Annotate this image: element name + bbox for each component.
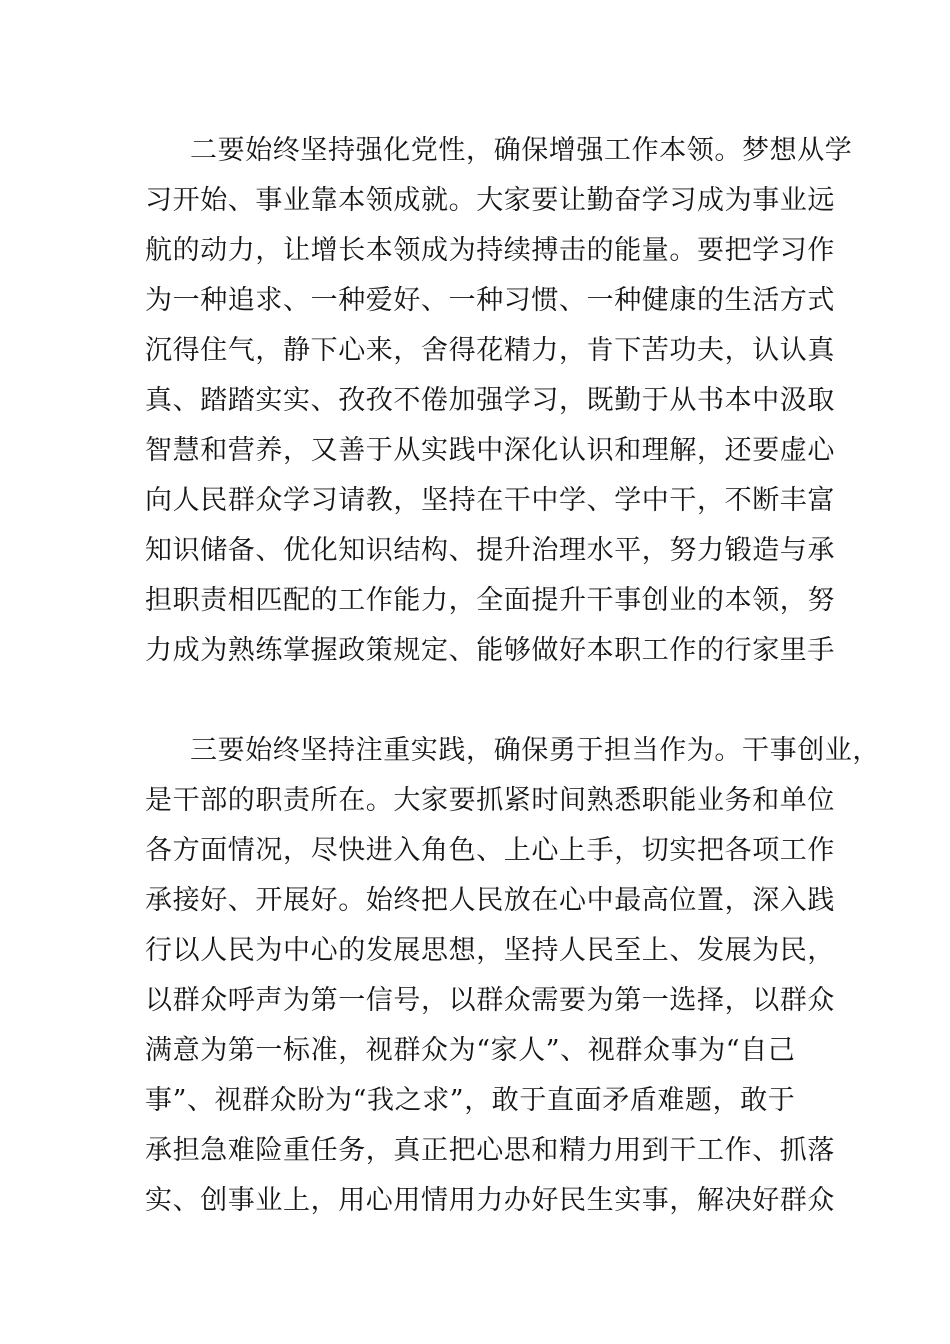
paragraph-2-line-3: 各方面情况，尽快进入角色、上心上手，切实把各项工作 xyxy=(145,835,835,866)
paragraph-1-line-2: 习开始、事业靠本领成就。大家要让勤奋学习成为事业远 xyxy=(145,185,835,216)
paragraph-1-line-6: 真、踏踏实实、孜孜不倦加强学习，既勤于从书本中汲取 xyxy=(145,385,835,416)
paragraph-2-line-5: 行以人民为中心的发展思想，坚持人民至上、发展为民， xyxy=(145,935,835,966)
paragraph-1-line-5: 沉得住气，静下心来，舍得花精力，肯下苦功夫，认认真 xyxy=(145,335,835,366)
paragraph-1-line-4: 为一种追求、一种爱好、一种习惯、一种健康的生活方式 xyxy=(145,285,835,316)
paragraph-2-line-6: 以群众呼声为第一信号，以群众需要为第一选择，以群众 xyxy=(145,985,835,1016)
paragraph-1-line-10: 担职责相匹配的工作能力，全面提升干事创业的本领，努 xyxy=(145,585,835,616)
paragraph-2-line-2: 是干部的职责所在。大家要抓紧时间熟悉职能业务和单位 xyxy=(145,785,835,816)
paragraph-2-line-10: 实、创事业上，用心用情用力办好民生实事，解决好群众 xyxy=(145,1185,835,1216)
paragraph-2-line-8: 事”、视群众盼为“我之求”，敢于直面矛盾难题，敢于 xyxy=(145,1085,796,1116)
paragraph-2-line-1: 三要始终坚持注重实践，确保勇于担当作为。干事创业， xyxy=(190,735,880,766)
paragraph-1-line-11: 力成为熟练掌握政策规定、能够做好本职工作的行家里手 xyxy=(145,635,835,666)
paragraph-1-line-8: 向人民群众学习请教，坚持在干中学、学中干，不断丰富 xyxy=(145,485,835,516)
paragraph-1-line-1: 二要始终坚持强化党性，确保增强工作本领。梦想从学 xyxy=(190,135,853,166)
paragraph-1-line-9: 知识储备、优化知识结构、提升治理水平，努力锻造与承 xyxy=(145,535,835,566)
paragraph-1-line-7: 智慧和营养，又善于从实践中深化认识和理解，还要虚心 xyxy=(145,435,835,466)
paragraph-2-line-9: 承担急难险重任务，真正把心思和精力用到干工作、抓落 xyxy=(145,1135,835,1166)
paragraph-2-line-7: 满意为第一标准，视群众为“家人”、视群众事为“自己 xyxy=(145,1035,796,1066)
paragraph-2-line-4: 承接好、开展好。始终把人民放在心中最高位置，深入践 xyxy=(145,885,835,916)
paragraph-1-line-3: 航的动力，让增长本领成为持续搏击的能量。要把学习作 xyxy=(145,235,835,266)
